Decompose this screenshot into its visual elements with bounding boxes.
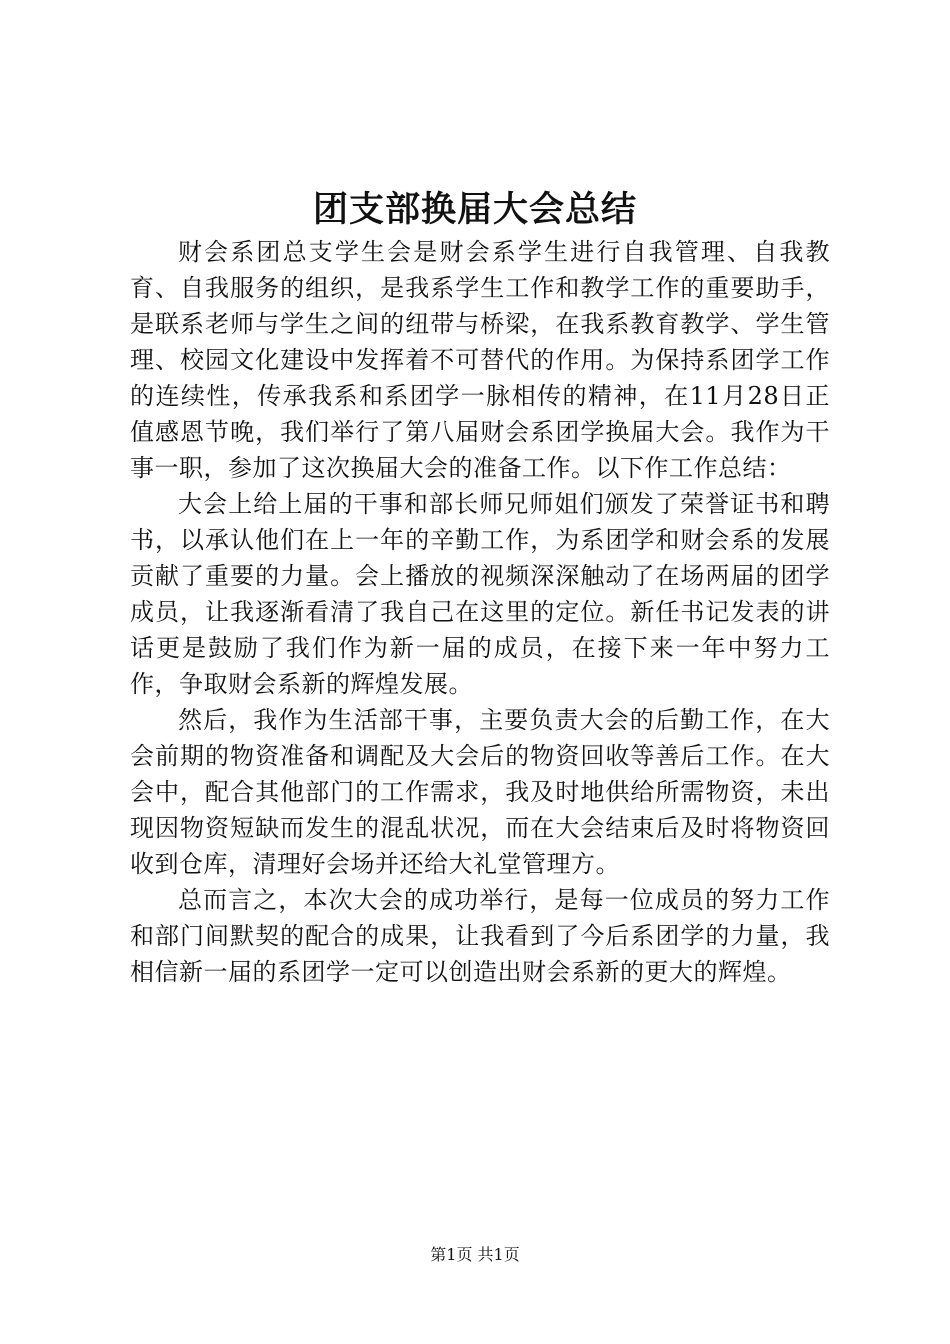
paragraph-logistics: 然后，我作为生活部干事，主要负责大会的后勤工作，在大会前期的物资准备和调配及大会后的物资回收等善后工作。在大会中，配合其他部门的工作需求，我及时地供给所需物资，未出现因物资短缺而发生的混乱状况，而在大会结束后及时将物资回收到仓库，清理好会场并还给大礼堂管理方。 — [130, 706, 830, 878]
paragraph-conclusion: 总而言之，本次大会的成功举行，是每一位成员的努力工作和部门间默契的配合的成果，让我看到了今后系团学的力量，我相信新一届的系团学一定可以创造出财会系新的更大的辉煌。 — [130, 886, 830, 986]
paragraph-intro: 财会系团总支学生会是财会系学生进行自我管理、自我教育、自我服务的组织，是我系学生工作和教学工作的重要助手，是联系老师与学生之间的纽带与桥梁，在我系教育教学、学生管理、校园文化建设中发挥着不可替代的作用。为保持系团学工作的连续性，传承我系和系团学一脉相传的精神，在11月28日正值感恩节晚，我们举行了第八届财会系团学换届大会。我作为干事一职，参加了这次换届大会的准备工作。以下作工作总结： — [130, 238, 830, 482]
document-body — [130, 234, 830, 990]
paragraph-ceremony: 大会上给上届的干事和部长师兄师姐们颁发了荣誉证书和聘书，以承认他们在上一年的辛勤工作，为系团学和财会系的发展贡献了重要的力量。会上播放的视频深深触动了在场两届的团学成员，让我逐渐看清了我自己在这里的定位。新任书记发表的讲话更是鼓励了我们作为新一届的成员，在接下来一年中努力工作，争取财会系新的辉煌发展。 — [130, 490, 830, 698]
document-title: 团支部换届大会总结 — [312, 189, 637, 230]
page-footer: 第1页 共1页 — [430, 1245, 520, 1264]
